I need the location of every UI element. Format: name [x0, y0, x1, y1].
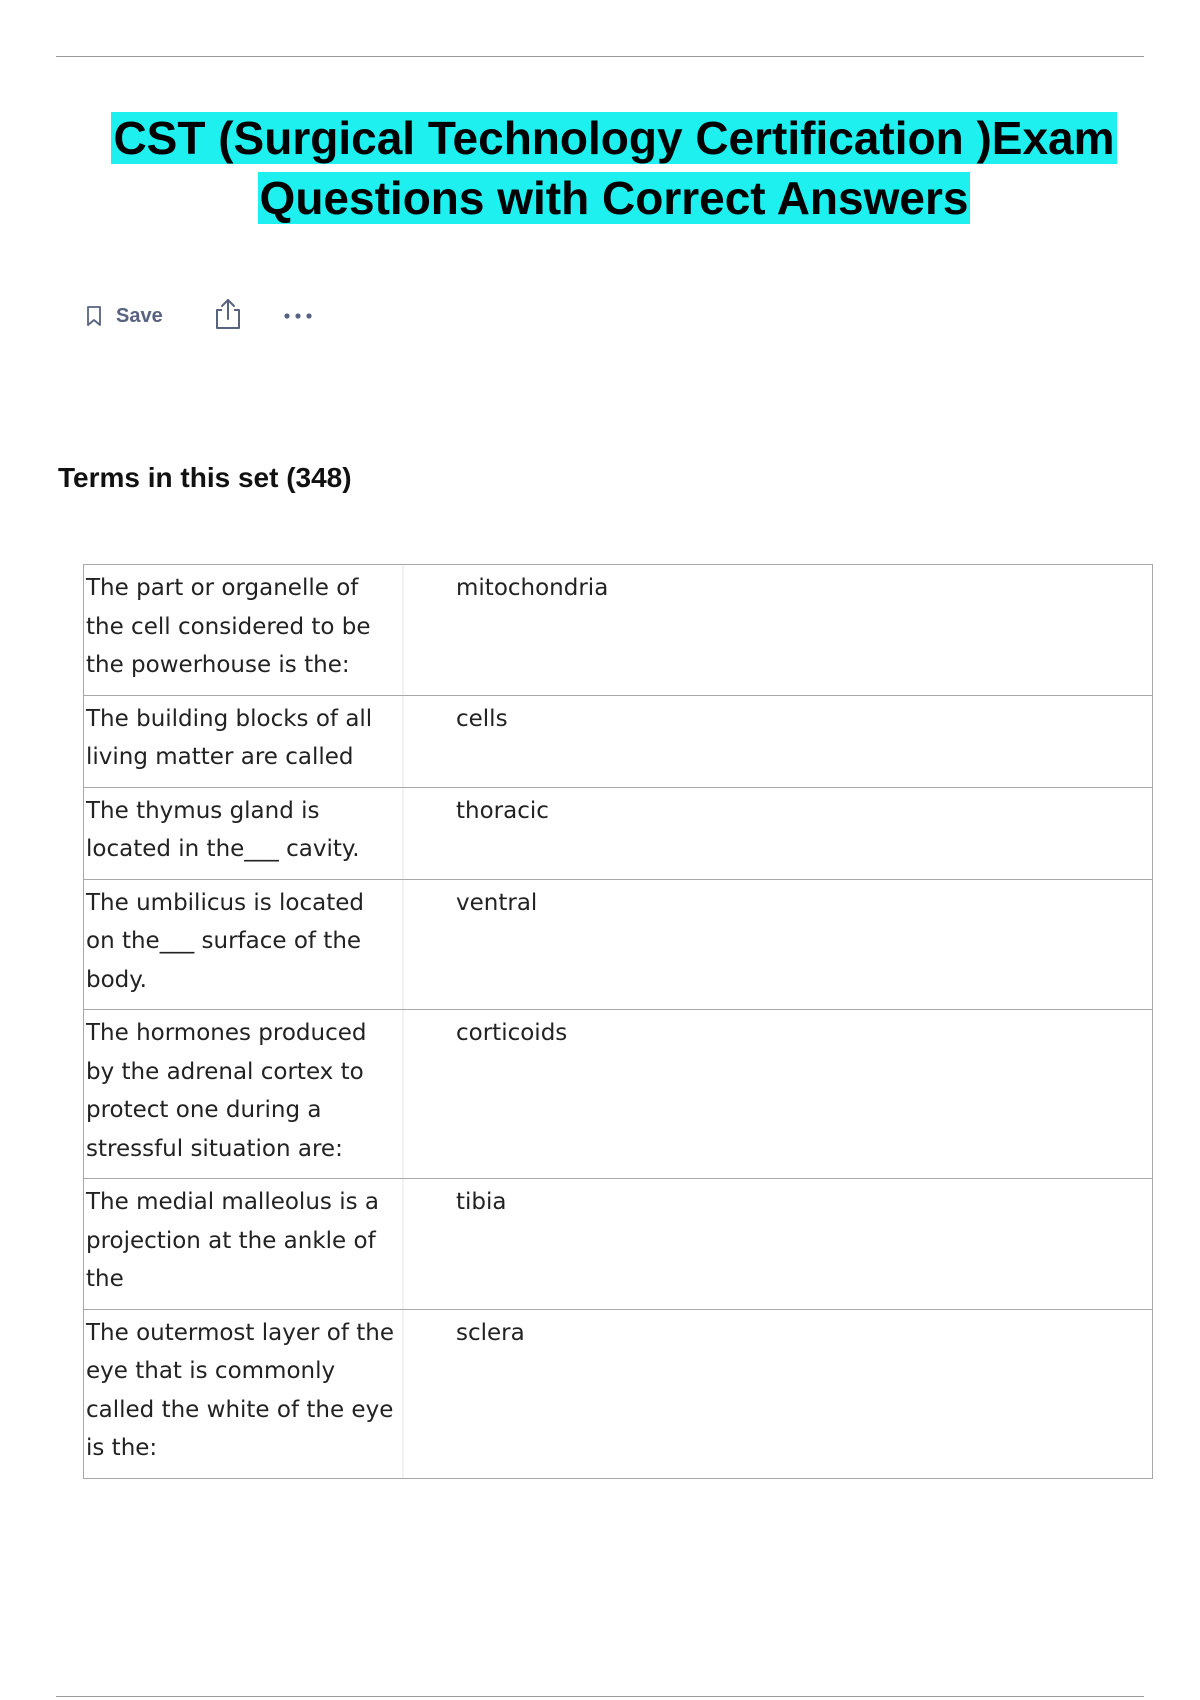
definition-text: sclera — [456, 1319, 525, 1346]
term-text: The medial malleolus is a projection at the ankle of the — [84, 1179, 404, 1309]
definition-text: ventral — [456, 889, 538, 916]
bottom-rule — [56, 1696, 1144, 1697]
share-button[interactable] — [213, 297, 243, 336]
term-row — [84, 695, 1152, 787]
bookmark-icon — [86, 305, 102, 327]
term-text: The hormones produced by the adrenal cortex to protect one during a stressful situation are: — [84, 1010, 404, 1178]
term-row — [84, 565, 1152, 695]
top-rule — [56, 56, 1144, 57]
more-options-icon — [283, 307, 313, 325]
definition-text: cells — [456, 705, 508, 732]
definition-text: mitochondria — [456, 575, 609, 601]
action-bar — [86, 296, 313, 336]
terms-heading: Terms in this set (348) — [58, 462, 352, 493]
title-line-1: CST (Surgical Technology Certification )Exam — [113, 112, 1115, 164]
term-text: The thymus gland is located in the___ cavity. — [84, 788, 404, 879]
term-text: The building blocks of all living matter are called — [84, 696, 404, 787]
terms-table — [83, 564, 1153, 1479]
term-row — [84, 879, 1152, 1010]
definition-text: corticoids — [456, 1020, 568, 1046]
save-label: Save — [116, 304, 163, 327]
title-line-2: Questions with Correct Answers — [259, 172, 969, 224]
term-row — [84, 787, 1152, 879]
term-text: The part or organelle of the cell considered to be the powerhouse is the: — [84, 565, 404, 695]
document-title — [60, 108, 1168, 228]
term-row — [84, 1009, 1152, 1178]
share-icon — [213, 297, 243, 336]
term-row — [84, 1178, 1152, 1309]
term-row — [84, 1309, 1152, 1478]
more-options-button[interactable] — [283, 307, 313, 325]
definition-text: tibia — [456, 1189, 507, 1215]
term-text: The umbilicus is located on the___ surface of the body. — [84, 880, 404, 1010]
term-text: The outermost layer of the eye that is commonly called the white of the eye is the: — [84, 1310, 404, 1478]
save-button[interactable] — [86, 305, 163, 328]
definition-text: thoracic — [456, 797, 549, 824]
